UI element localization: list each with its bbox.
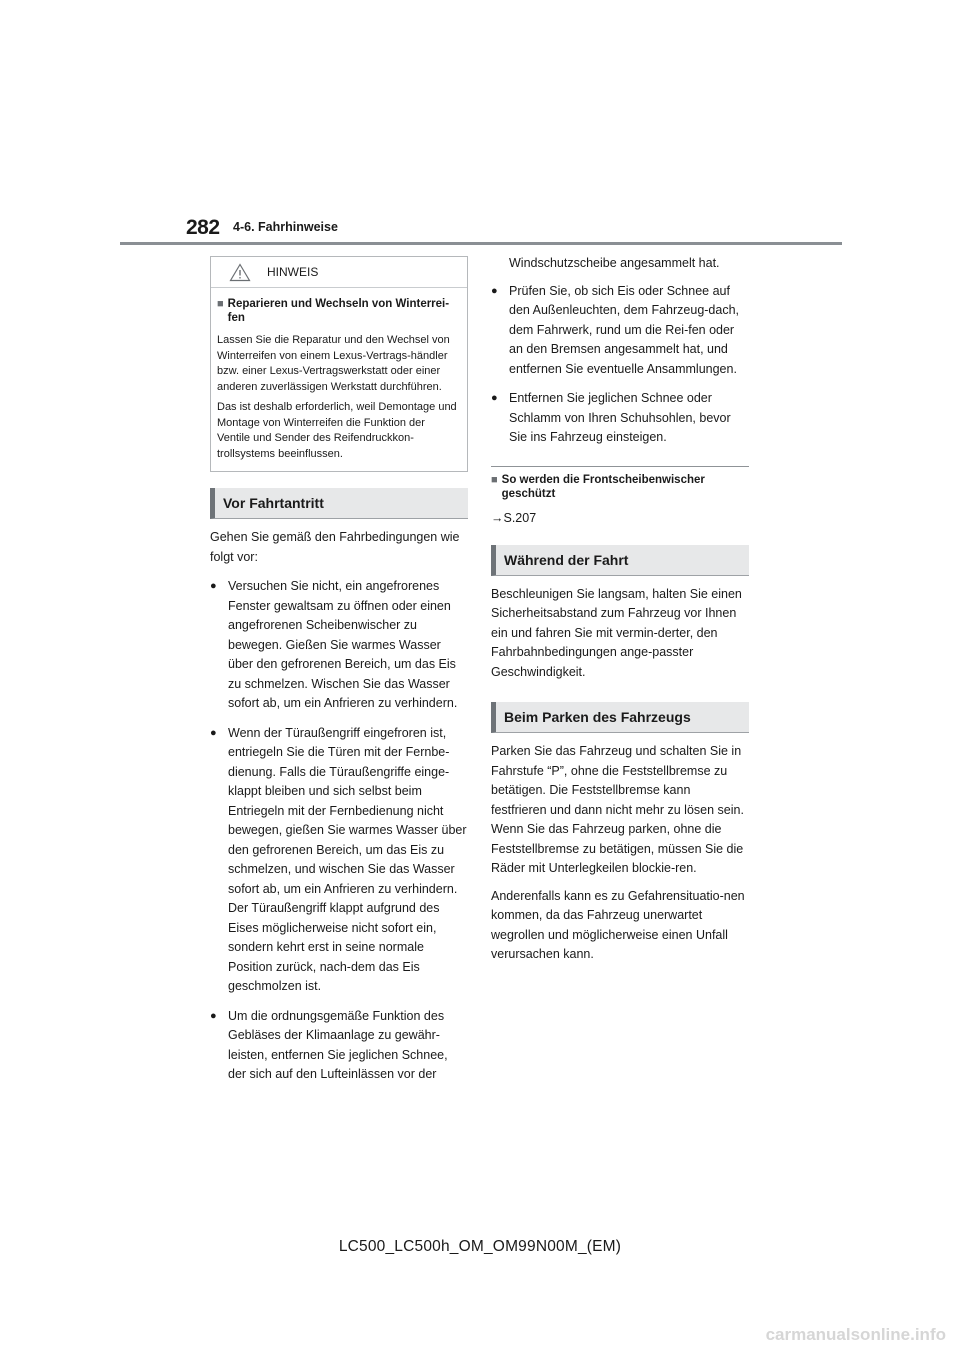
heading-parking: Beim Parken des Fahrzeugs — [491, 702, 749, 733]
square-bullet-icon: ■ — [491, 473, 498, 486]
section-label: 4-6. Fahrhinweise — [233, 220, 338, 234]
page-reference-link[interactable]: S.207 — [503, 510, 537, 525]
list-item: ● Wenn der Türaußengriff eingefroren ist, entriegeln Sie die Türen mit der Fernbe-dienung. Falls die Türaußengriffe einge-klappt bleiben und sich selbst beim Entriegeln mit der Fernbedienung nicht bewegen, gießen Sie warmes Wasser über den gefrorenen Bereich, um das Eis zu schmelzen, und wischen Sie das Wasser sofort ab, um ein Anfrieren zu verhindern. Der Türaußengriff klappt aufgrund des Eises möglicherweise nicht sofort ein, sondern kehrt erst in seine normale Position zurück, nach-dem das Eis geschmolzen ist. — [210, 725, 467, 993]
while-driving-text: Beschleunigen Sie langsam, halten Sie einen Sicherheitsabstand zum Fahrzeug vor Ihnen ein und fahren Sie mit vermin-derter, den Fahrbahnbedingungen ange-passter Geschwindigkeit. — [491, 586, 742, 679]
heading-while-driving: Während der Fahrt — [491, 545, 749, 576]
arrow-right-icon: → — [491, 510, 504, 525]
before-driving-intro: Gehen Sie gemäß den Fahrbedingungen wie folgt vor: — [210, 530, 460, 564]
notice-box — [210, 256, 468, 472]
right-column — [491, 256, 749, 965]
wiper-subheading: ■ So werden die Frontscheibenwischer geschützt — [491, 473, 705, 500]
parking-paragraph: Parken Sie das Fahrzeug und schalten Sie in Fahrstufe “P”, ohne die Feststellbremse zu betätigen. Die Feststellbremse kann festfrieren und dann nicht mehr zu lösen sein. Wenn Sie das Fahrzeug parken, ohne die Feststellbremse zu betätigen, müssen Sie die Räder mit Unterlegkeilen blockie-ren. — [491, 744, 744, 875]
left-column — [210, 256, 468, 1085]
warning-triangle-icon — [229, 263, 251, 282]
page-reference[interactable] — [491, 511, 749, 525]
header-rule — [120, 242, 842, 245]
notice-header — [211, 257, 467, 288]
parking-paragraph: Anderenfalls kann es zu Gefahrensituatio-nen kommen, da das Fahrzeug unerwartet wegrollen und möglicherweise einen Unfall verursachen kann. — [491, 888, 745, 961]
notice-subheading-text: Reparieren und Wechseln von Winterrei- fen — [227, 298, 450, 324]
bullet-icon: ● — [210, 580, 217, 592]
manual-code: LC500_LC500h_OM_OM99N00M_(EM) — [338, 1238, 622, 1255]
notice-paragraph: Lassen Sie die Reparatur und den Wechsel von Winterreifen von einem Lexus-Vertrags-händler bzw. einer Lexus-Vertragswerkstatt oder einer anderen zuverlässigen Werkstatt durchführen. — [217, 334, 450, 393]
notice-title: HINWEIS — [267, 265, 319, 279]
square-bullet-icon: ■ — [217, 298, 224, 310]
bullet-icon: ● — [491, 284, 498, 297]
list-item-continuation: Windschutzscheibe angesammelt hat. — [509, 256, 720, 270]
bullet-icon: ● — [210, 1009, 217, 1022]
notice-subheading — [217, 297, 459, 325]
bullet-icon: ● — [491, 392, 498, 404]
heading-before-driving: Vor Fahrtantritt — [210, 488, 468, 519]
list-item: ● Prüfen Sie, ob sich Eis oder Schnee auf den Außenleuchten, dem Fahrzeug-dach, dem Fahrwerk, rund um die Rei-fen oder an den Bremsen angesammelt hat, und entfernen Sie eventuelle Ansammlungen. — [491, 283, 740, 376]
notice-paragraph: Das ist deshalb erforderlich, weil Demontage und Montage von Winterreifen die Funktion der Ventile und Sender des Reifendruckkon-trollsystems beeinflussen. — [217, 401, 457, 460]
list-item: ● Um die ordnungsgemäße Funktion des Gebläses der Klimaanlage zu gewähr-leisten, entfernen Sie jeglichen Schnee, der sich auf den Lufteinlässen vor der — [210, 1008, 448, 1081]
list-item: ● Entfernen Sie jeglichen Schnee oder Schlamm von Ihren Schuhsohlen, bevor Sie ins Fahrzeug einsteigen. — [491, 391, 731, 444]
list-item: ● Versuchen Sie nicht, ein angefrorenes Fenster gewaltsam zu öffnen oder einen angefrorenen Scheibenwischer zu bewegen. Gießen Sie warmes Wasser über den gefrorenen Bereich, um das Eis zu schmelzen. Wischen Sie das Wasser sofort ab, um ein Anfrieren zu verhindern. — [210, 579, 458, 710]
subsection-rule — [491, 466, 749, 467]
page-number: 282 — [186, 216, 220, 239]
watermark-logo: carmanualsonline.info — [765, 1325, 946, 1344]
bullet-icon: ● — [210, 726, 217, 739]
